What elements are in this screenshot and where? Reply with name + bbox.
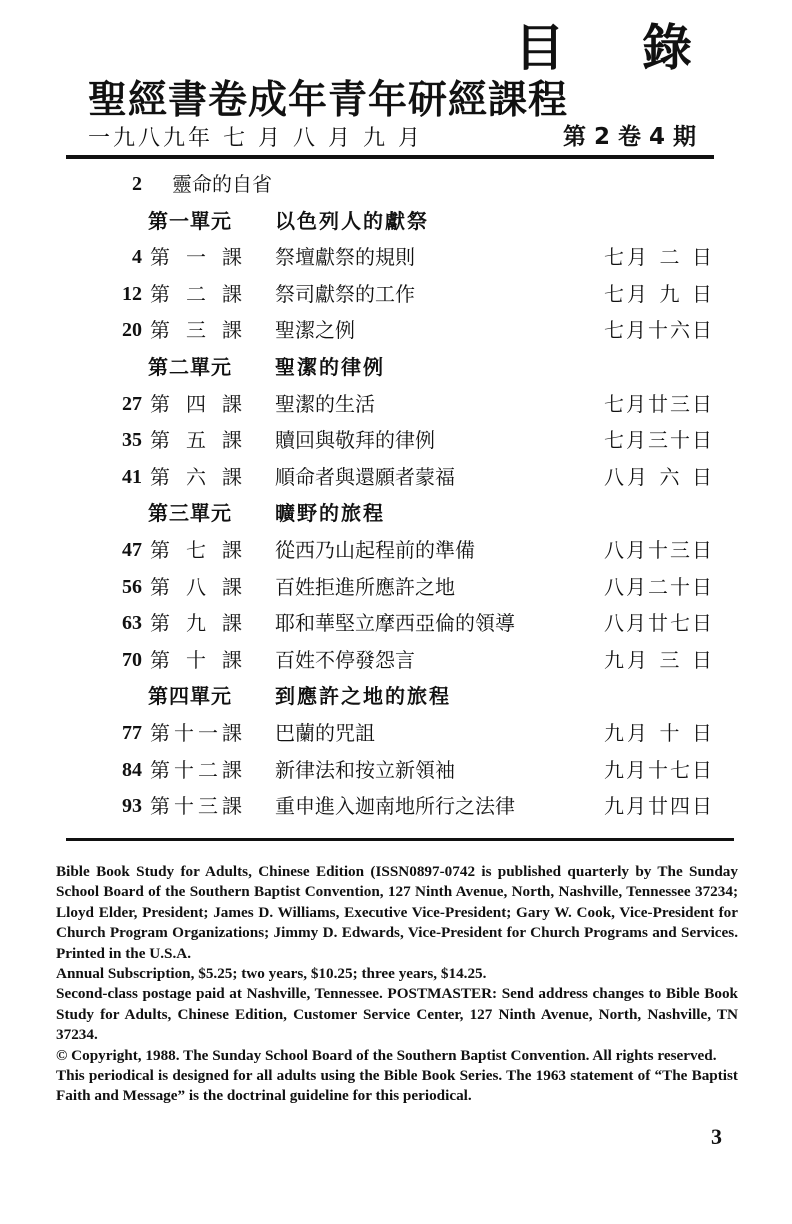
series-title: 聖經書卷成年青年研經課程	[88, 78, 569, 123]
page-ref: 41	[122, 465, 142, 488]
page-ref: 56	[122, 575, 142, 598]
page-ref: 93	[122, 795, 142, 818]
toc-lesson-row	[0, 605, 792, 642]
lesson-number: 第八課	[150, 574, 242, 599]
lesson-title: 聖潔的生活	[275, 391, 375, 416]
page-number: 3	[711, 1124, 722, 1149]
toc-lesson-row	[0, 422, 792, 459]
lesson-date: 九月 三 日	[604, 647, 712, 672]
toc-lesson-row	[0, 715, 792, 752]
page-ref: 4	[132, 246, 142, 269]
toc-lesson-row	[0, 532, 792, 569]
toc-unit-row	[0, 349, 792, 386]
top-divider	[66, 155, 714, 159]
lesson-title: 百姓不停發怨言	[275, 647, 415, 672]
unit-label: 第四單元	[148, 684, 232, 709]
lesson-date: 八月十三日	[604, 537, 712, 562]
toc-lesson-row	[0, 386, 792, 423]
lesson-date: 七月十六日	[604, 318, 712, 343]
page-ref: 63	[122, 612, 142, 635]
lesson-title: 祭壇獻祭的規則	[275, 245, 415, 270]
lesson-title: 耶和華堅立摩西亞倫的領導	[275, 611, 515, 636]
publisher-statement: Bible Book Study for Adults, Chinese Edition (ISSN0897-0742 is published quarterly by The Sunday School Board of the Southern Baptist Convention, 127 Ninth Avenue, North, Nashville, Tennessee 37234; Lloyd Elder, President; James D. Williams, Executive Vice-President; Gary W. Cook, Vice-President for Church Program Organizations; Jimmy D. Edwards, Vice-President for Church Programs and Services. Printed in the U.S.A.	[56, 863, 738, 962]
subscription-prices: Annual Subscription, $5.25; two years, $10.25; three years, $14.25.	[56, 965, 487, 983]
toc-unit-row	[0, 678, 792, 715]
lesson-title: 聖潔之例	[275, 318, 355, 343]
toc-lesson-row	[0, 459, 792, 496]
unit-title: 到應許之地的旅程	[275, 684, 451, 709]
lesson-number: 第十一課	[150, 720, 242, 745]
page-ref: 84	[122, 758, 142, 781]
lesson-number: 第十課	[150, 647, 242, 672]
toc-unit-row	[0, 495, 792, 532]
unit-title: 聖潔的律例	[275, 354, 385, 379]
lesson-title: 新律法和按立新領袖	[275, 757, 455, 782]
doctrinal-statement: This periodical is designed for all adults using the Bible Book Series. The 1963 statement of “The Baptist Faith and Message” is the doctrinal guideline for this periodical.	[56, 1067, 738, 1105]
page-ref: 70	[122, 648, 142, 671]
publication-info	[56, 862, 738, 1107]
lesson-date: 七月廿三日	[604, 391, 712, 416]
volume-issue: 第 2 卷 4 期	[562, 124, 696, 150]
lesson-date: 八月 六 日	[604, 464, 712, 489]
lesson-title: 百姓拒進所應許之地	[275, 574, 455, 599]
lesson-title: 巴蘭的咒詛	[275, 720, 375, 745]
lesson-date: 九月 十 日	[604, 720, 712, 745]
page-ref: 12	[122, 282, 142, 305]
toc-lesson-row	[0, 788, 792, 825]
lesson-date: 七月 九 日	[604, 281, 712, 306]
lesson-date: 九月十七日	[604, 757, 712, 782]
page-ref: 47	[122, 538, 142, 561]
toc-lesson-row	[0, 569, 792, 606]
quarter-dates: 一九八九年 七 月 八 月 九 月	[88, 126, 423, 151]
lesson-number: 第二課	[150, 281, 242, 306]
lesson-date: 九月廿四日	[604, 794, 712, 819]
lesson-number: 第十二課	[150, 757, 242, 782]
lesson-date: 七月 二 日	[604, 245, 712, 270]
toc-lesson-row	[0, 276, 792, 313]
page-heading: 目 錄	[514, 19, 722, 77]
toc-lesson-row	[0, 752, 792, 789]
lesson-number: 第六課	[150, 464, 242, 489]
bottom-divider	[66, 838, 734, 841]
unit-title: 以色列人的獻祭	[275, 208, 429, 233]
toc-lesson-row	[0, 312, 792, 349]
page-ref: 77	[122, 721, 142, 744]
lesson-title: 贖回與敬拜的律例	[275, 428, 435, 453]
toc-intro-row	[0, 166, 792, 203]
lesson-number: 第十三課	[150, 794, 242, 819]
page-ref: 27	[122, 392, 142, 415]
postage-notice: Second-class postage paid at Nashville, Tennessee. POSTMASTER: Send address changes to Bible Book Study for Adults, Chinese Edition, Customer Service Center, 127 Ninth Avenue, North, Nashville, TN 37234.	[56, 985, 738, 1044]
toc-lesson-row	[0, 642, 792, 679]
page-ref: 35	[122, 429, 142, 452]
lesson-number: 第三課	[150, 318, 242, 343]
page-ref: 20	[122, 319, 142, 342]
lesson-date: 八月二十日	[604, 574, 712, 599]
lesson-title: 重申進入迦南地所行之法律	[275, 794, 515, 819]
copyright-notice: © Copyright, 1988. The Sunday School Board of the Southern Baptist Convention. All rights reserved.	[56, 1046, 717, 1064]
toc-unit-row	[0, 203, 792, 240]
lesson-number: 第七課	[150, 537, 242, 562]
lesson-number: 第五課	[150, 428, 242, 453]
lesson-number: 第四課	[150, 391, 242, 416]
lesson-number: 第一課	[150, 245, 242, 270]
lesson-title: 順命者與還願者蒙福	[275, 464, 455, 489]
unit-label: 第一單元	[148, 208, 232, 233]
lesson-date: 七月三十日	[604, 428, 712, 453]
lesson-date: 八月廿七日	[604, 611, 712, 636]
page-ref: 2	[132, 173, 142, 195]
intro-title: 靈命的自省	[172, 172, 272, 196]
lesson-number: 第九課	[150, 611, 242, 636]
unit-label: 第二單元	[148, 354, 232, 379]
toc-lesson-row	[0, 239, 792, 276]
lesson-title: 從西乃山起程前的準備	[275, 537, 475, 562]
unit-label: 第三單元	[148, 501, 232, 526]
table-of-contents	[0, 166, 792, 825]
unit-title: 曠野的旅程	[275, 501, 385, 526]
lesson-title: 祭司獻祭的工作	[275, 281, 415, 306]
